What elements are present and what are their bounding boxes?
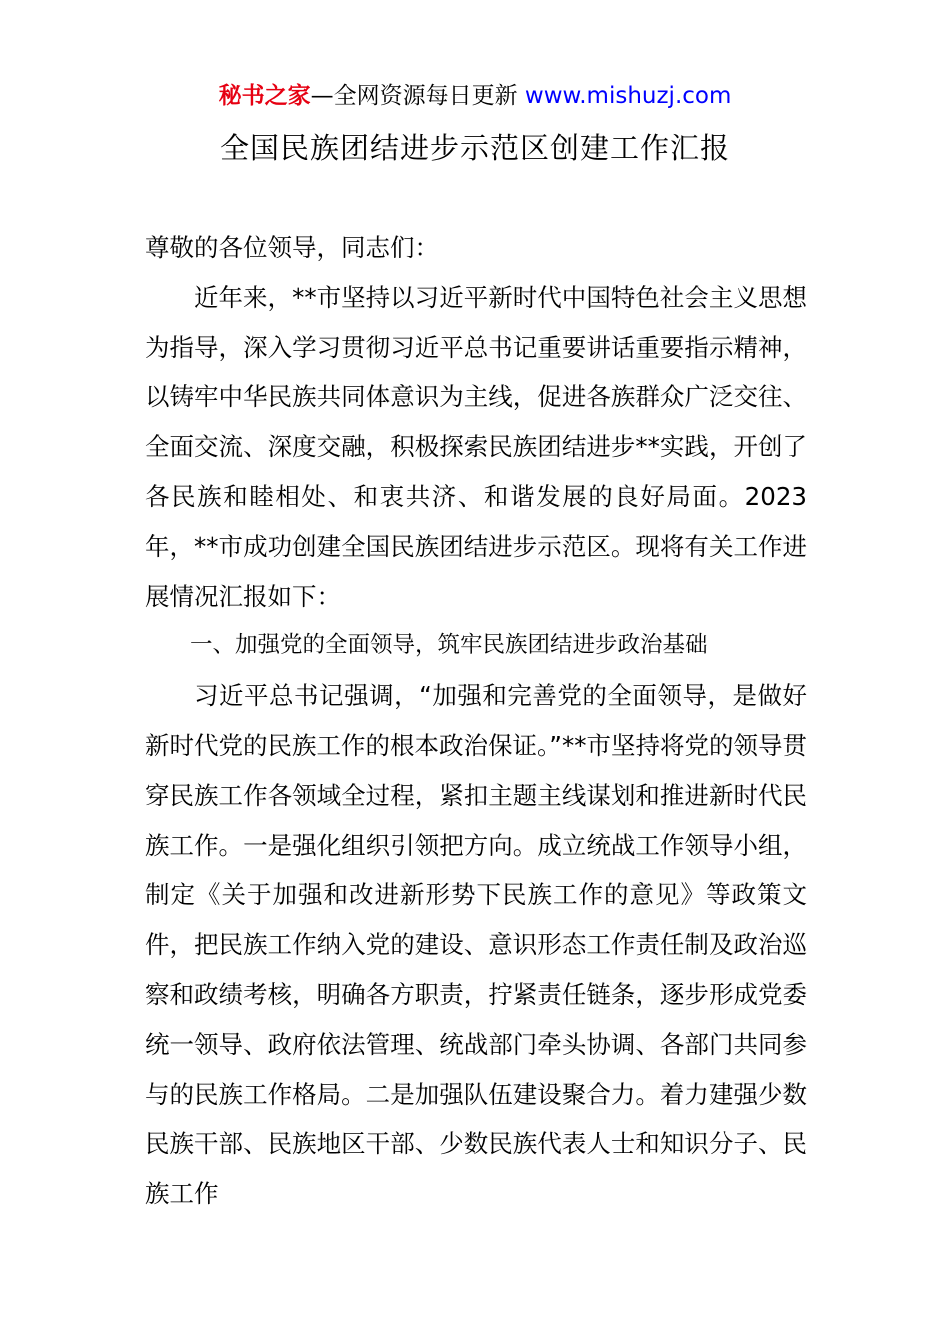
site-tagline: —全网资源每日更新 <box>310 83 518 109</box>
paragraph-intro: 近年来，**市坚持以习近平新时代中国特色社会主义思想为指导，深入学习贯彻习近平总书记重要讲话重要指示精神，以铸牢中华民族共同体意识为主线，促进各族群众广泛交往、全面交流、深度交融，积极探索民族团结进步**实践，开创了各民族和睦相处、和衷共济、和谐发展的良好局面。2023年，**市成功创建全国民族团结进步示范区。现将有关工作进展情况汇报如下： <box>145 282 807 611</box>
site-url-link[interactable]: www.mishuzj.com <box>524 83 732 109</box>
section-heading-1: 一、加强党的全面领导，筑牢民族团结进步政治基础 <box>190 632 708 659</box>
paragraph-section-1: 习近平总书记强调，“加强和完善党的全面领导，是做好新时代党的民族工作的根本政治保证。”**市坚持将党的领导贯穿民族工作各领域全过程，紧扣主题主线谋划和推进新时代民族工作。一是强化组织引领把方向。成立统战工作领导小组，制定《关于加强和改进新形势下民族工作的意见》等政策文件，把民族工作纳入党的建设、意识形态工作责任制及政治巡察和政绩考核，明确各方职责，拧紧责任链条，逐步形成党委统一领导、政府依法管理、统战部门牵头协调、各部门共同参与的民族工作格局。二是加强队伍建设聚合力。着力建强少数民族干部、民族地区干部、少数民族代表人士和知识分子、民族工作 <box>145 681 807 1209</box>
document-body <box>145 223 807 1219</box>
site-brand: 秘书之家 <box>218 83 311 109</box>
salutation: 尊敬的各位领导，同志们： <box>145 233 439 262</box>
document-title: 全国民族团结进步示范区创建工作汇报 <box>219 131 730 165</box>
site-header <box>0 80 950 112</box>
